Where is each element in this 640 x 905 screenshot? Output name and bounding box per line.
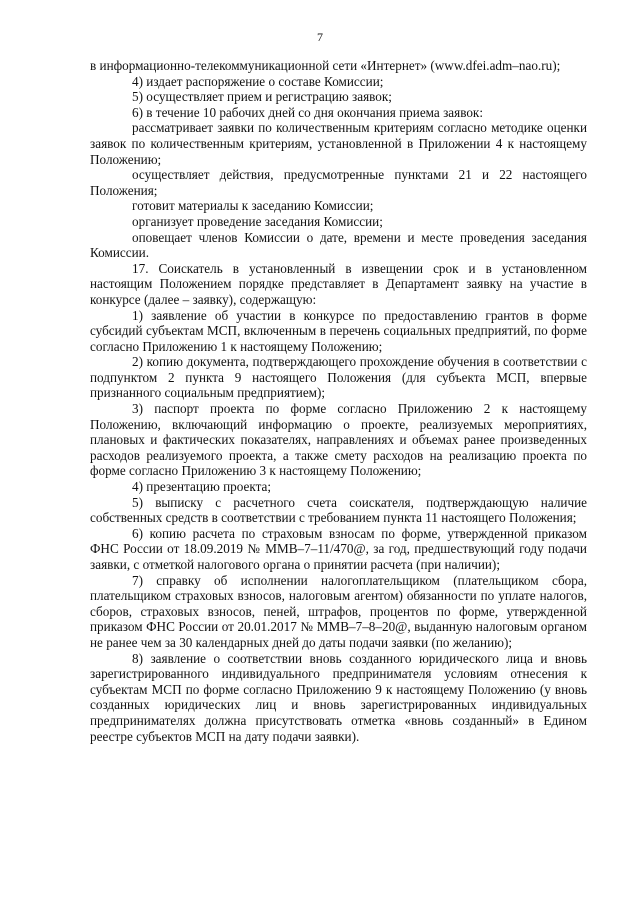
- paragraph: 3) паспорт проекта по форме согласно Приложению 2 к настоящему Положению, включающий информацию о проекте, реализуемых мероприятиях, плановых и фактических показателях, направлениях и объемах ранее произведенных расходов реализуемого проекта, а также смету расходов на реализацию проекта по форме согласно Приложению 3 к настоящему Положению;: [90, 401, 587, 479]
- paragraph: 5) выписку с расчетного счета соискателя, подтверждающую наличие собственных средств в соответствии с требованием пункта 11 настоящего Положения;: [90, 494, 587, 526]
- document-body: [90, 58, 587, 744]
- paragraph: 5) осуществляет прием и регистрацию заявок;: [132, 89, 392, 105]
- paragraph: 4) издает распоряжение о составе Комиссии;: [132, 73, 384, 89]
- paragraph: оповещает членов Комиссии о дате, времени и месте проведения заседания Комиссии.: [90, 229, 587, 261]
- paragraph: 7) справку об исполнении налогоплательщиком (плательщиком сбора, плательщиком страховых взносов, налоговым агентом) обязанности по уплате налогов, сборов, страховых взносов, пеней, штрафов, процентов по форме, утвержденной приказом ФНС России от 20.01.2017 № ММВ–7–8–20@, выданную налоговым органом не ранее чем за 30 календарных дней до даты подачи заявки (по желанию);: [90, 572, 587, 650]
- paragraph: 8) заявление о соответствии вновь созданного юридического лица и вновь зарегистрированного индивидуального предпринимателя условиям отнесения к субъектам МСП по форме согласно Приложению 9 к настоящему Положению (у вновь созданных юридических лиц и вновь зарегистрированных индивидуальных предпринимателях должна присутствовать отметка «вновь созданный» в Едином реестре субъектов МСП на дату подачи заявки).: [90, 650, 587, 744]
- paragraph: 4) презентацию проекта;: [132, 479, 272, 495]
- page-number: 7: [317, 30, 323, 44]
- paragraph: готовит материалы к заседанию Комиссии;: [132, 198, 374, 214]
- paragraph: 17. Соискатель в установленный в извещении срок и в установленном настоящим Положением порядке представляет в Департамент заявку на участие в конкурсе (далее – заявку), содержащую:: [90, 260, 587, 307]
- paragraph: 2) копию документа, подтверждающего прохождение обучения в соответствии с подпунктом 2 пункта 9 настоящего Положения (для субъекта МСП, впервые признанного социальным предприятием);: [90, 354, 587, 401]
- paragraph: осуществляет действия, предусмотренные пунктами 21 и 22 настоящего Положения;: [90, 167, 587, 198]
- paragraph: 6) копию расчета по страховым взносам по форме, утвержденной приказом ФНС России от 18.09.2019 № ММВ–7–11/470@, за год, предшествующий году подачи заявки, с отметкой налогового органа о принятии расчета (при наличии);: [90, 525, 587, 572]
- paragraph: 1) заявление об участии в конкурсе по предоставлению грантов в форме субсидий субъектам МСП, включенным в перечень социальных предприятий, по форме согласно Приложению 1 к настоящему Положению;: [90, 307, 587, 354]
- paragraph: в информационно-телекоммуникационной сети «Интернет» (www.dfei.adm–nao.ru);: [90, 58, 561, 73]
- paragraph: рассматривает заявки по количественным критериям согласно методике оценки заявок по количественным критериям, установленной в Приложении 4 к настоящему Положению;: [90, 120, 587, 167]
- paragraph: организует проведение заседания Комиссии;: [132, 213, 383, 229]
- paragraph: 6) в течение 10 рабочих дней со дня окончания приема заявок:: [132, 104, 484, 120]
